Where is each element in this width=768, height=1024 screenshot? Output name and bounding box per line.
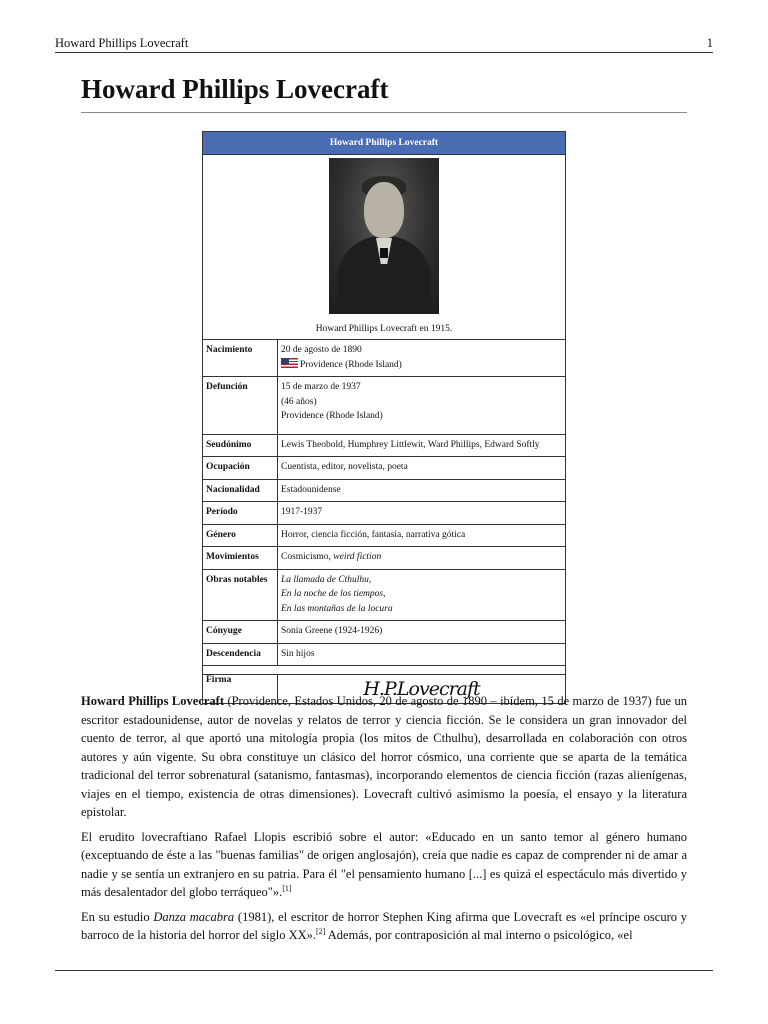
defuncion-place[interactable]: Providence (Rhode Island) [281, 411, 383, 421]
firma-label: Firma [203, 675, 278, 704]
article-body [81, 692, 687, 951]
conyuge-label: Cónyuge [203, 621, 278, 644]
descendencia-value: Sin hijos [278, 643, 566, 666]
defuncion-label: Defunción [203, 377, 278, 435]
nacimiento-place[interactable]: Providence (Rhode Island) [300, 359, 402, 370]
nacimiento-date[interactable]: 20 de agosto de 1890 [281, 345, 362, 355]
page-number: 1 [706, 36, 713, 50]
movimientos-label: Movimientos [203, 547, 278, 570]
reference-1-link[interactable]: [1] [282, 883, 292, 893]
ocupacion-value[interactable]: Cuentista, editor, novelista, poeta [278, 457, 566, 480]
obras-label: Obras notables [203, 569, 278, 621]
descendencia-label: Descendencia [203, 643, 278, 666]
obra-montanas-locura[interactable]: En las montañas de la locura [281, 603, 393, 614]
obras-value [278, 569, 566, 621]
paragraph-intro [81, 692, 687, 822]
paragraph-king-text-a: En su estudio [81, 909, 154, 924]
movimientos-value [278, 547, 566, 570]
portrait-photo[interactable] [329, 158, 439, 314]
us-flag-icon [281, 358, 298, 368]
defuncion-date[interactable]: 15 de marzo de 1937 [281, 382, 361, 392]
obra-noche-tiempos[interactable]: En la noche de los tiempos, [281, 589, 386, 599]
genero-value[interactable]: Horror, ciencia ficción, fantasía, narrativa gótica [278, 524, 566, 547]
subject-name: Howard Phillips Lovecraft [81, 694, 224, 708]
infobox [202, 131, 566, 704]
title-divider [81, 112, 687, 113]
ocupacion-label: Ocupación [203, 457, 278, 480]
running-title: Howard Phillips Lovecraft [55, 36, 189, 50]
paragraph-king-text-c: Además, por contraposición al mal interno o psicológico, «el [325, 928, 633, 942]
paragraph-intro-text: (Providence, Estados Unidos, 20 de agosto de 1890 – ibídem, 15 de marzo de 1937) fue un escritor estadounidense, autor de novelas y relatos de terror y ciencia ficción. Se le considera un gran innovador del cuento de terror, al que aportó una mitología propia (los mitos de Cthulhu), desarrollada en colaboración con otros autores y aún vigente. Su obra constituye un clásico del horror cósmico, una corriente que se aparta de la temática tradicional del terror sobrenatural (satanismo, fantasmas), incorporando elementos de ciencia ficción (razas alienígenas, viajes en el tiempo, existencia de otras dimensiones). Lovecraft cultivó asimismo la poesía, el ensayo y la literatura epistolar. [81, 694, 687, 819]
infobox-photo-cell [203, 155, 566, 340]
reference-2-link[interactable]: [2] [316, 926, 326, 936]
nacimiento-value [278, 340, 566, 377]
obra-cthulhu[interactable]: La llamada de Cthulhu, [281, 574, 372, 585]
signature-image: H.P.Lovecraft [363, 678, 480, 700]
movimientos-cosmicismo[interactable]: Cosmicismo, [281, 552, 334, 562]
paragraph-llopis-text: El erudito lovecraftiano Rafael Llopis escribió sobre el autor: «Educado en un santo temor al género humano (exceptuando de éste a las "buenas familias" de origen anglosajón), creía que nadie es capaz de comprender ni de amar a nadie y se sentía un extranjero en su patria. Para él "el pensamiento humano [...] es quizá el espectáculo más divertido y más desalentador del globo terráqueo"». [81, 829, 687, 899]
seudonimo-label: Seudónimo [203, 434, 278, 457]
infobox-heading: Howard Phillips Lovecraft [203, 132, 566, 155]
defuncion-age: (46 años) [281, 396, 317, 407]
nacimiento-label: Nacimiento [203, 340, 278, 377]
danza-macabra-title[interactable]: Danza macabra [153, 909, 235, 924]
paragraph-king-text-b: (1981), el escritor de horror Stephen King afirma que Lovecraft es «el príncipe oscuro y barroco de la historia del horror del siglo XX». [81, 909, 688, 942]
paragraph-llopis [81, 828, 687, 902]
infobox-spacer [203, 666, 566, 675]
defuncion-value [278, 377, 566, 435]
nacionalidad-value: Estadounidense [278, 479, 566, 502]
footer-divider [55, 970, 713, 971]
movimientos-weird-fiction[interactable]: weird fiction [333, 552, 382, 562]
running-header [55, 34, 713, 53]
seudonimo-value: Lewis Theobold, Humphrey Littlewit, Ward Phillips, Edward Softly [278, 434, 566, 457]
periodo-value: 1917-1937 [278, 502, 566, 525]
conyuge-value[interactable]: Sonia Greene (1924-1926) [278, 621, 566, 644]
periodo-label: Período [203, 502, 278, 525]
photo-caption: Howard Phillips Lovecraft en 1915. [315, 324, 453, 334]
page-title: Howard Phillips Lovecraft [81, 74, 389, 104]
genero-label: Género [203, 524, 278, 547]
nacionalidad-label: Nacionalidad [203, 479, 278, 502]
paragraph-king [81, 908, 687, 945]
